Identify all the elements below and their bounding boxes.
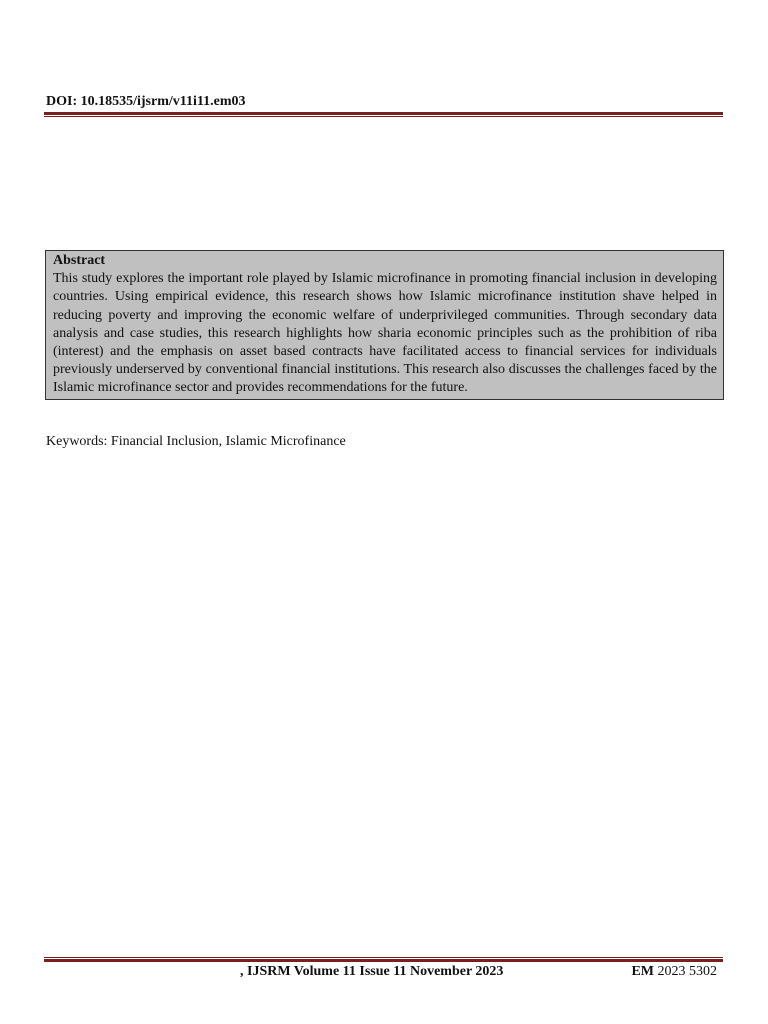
abstract-box <box>45 250 724 400</box>
header-rule-thin <box>44 116 723 117</box>
keywords-line: Keywords: Financial Inclusion, Islamic Microfinance <box>46 434 346 449</box>
footer-page-prefix: EM <box>631 964 654 979</box>
abstract-body: This study explores the important role played by Islamic microfinance in promoting financial inclusion in developing countries. Using empirical evidence, this research shows how Islamic microfinance institution shave helped in reducing poverty and improving the economic welfare of underprivileged communities. Through secondary data analysis and case studies, this research highlights how sharia economic principles such as the prohibition of riba (interest) and the emphasis on asset based contracts have facilitated access to financial services for individuals previously underserved by conventional financial institutions. This research also discusses the challenges faced by the Islamic microfinance sector and provides recommendations for the future. <box>53 271 717 396</box>
footer-journal-info: , IJSRM Volume 11 Issue 11 November 2023 <box>240 964 504 979</box>
footer-page-number <box>631 963 717 980</box>
abstract-heading: Abstract <box>53 253 106 268</box>
footer-rule-thin <box>44 957 723 958</box>
footer-rule-thick <box>44 959 723 962</box>
footer-page-value: 2023 5302 <box>657 964 717 979</box>
header-rule-thick <box>44 112 723 115</box>
doi-header: DOI: 10.18535/ijsrm/v11i11.em03 <box>46 94 246 109</box>
